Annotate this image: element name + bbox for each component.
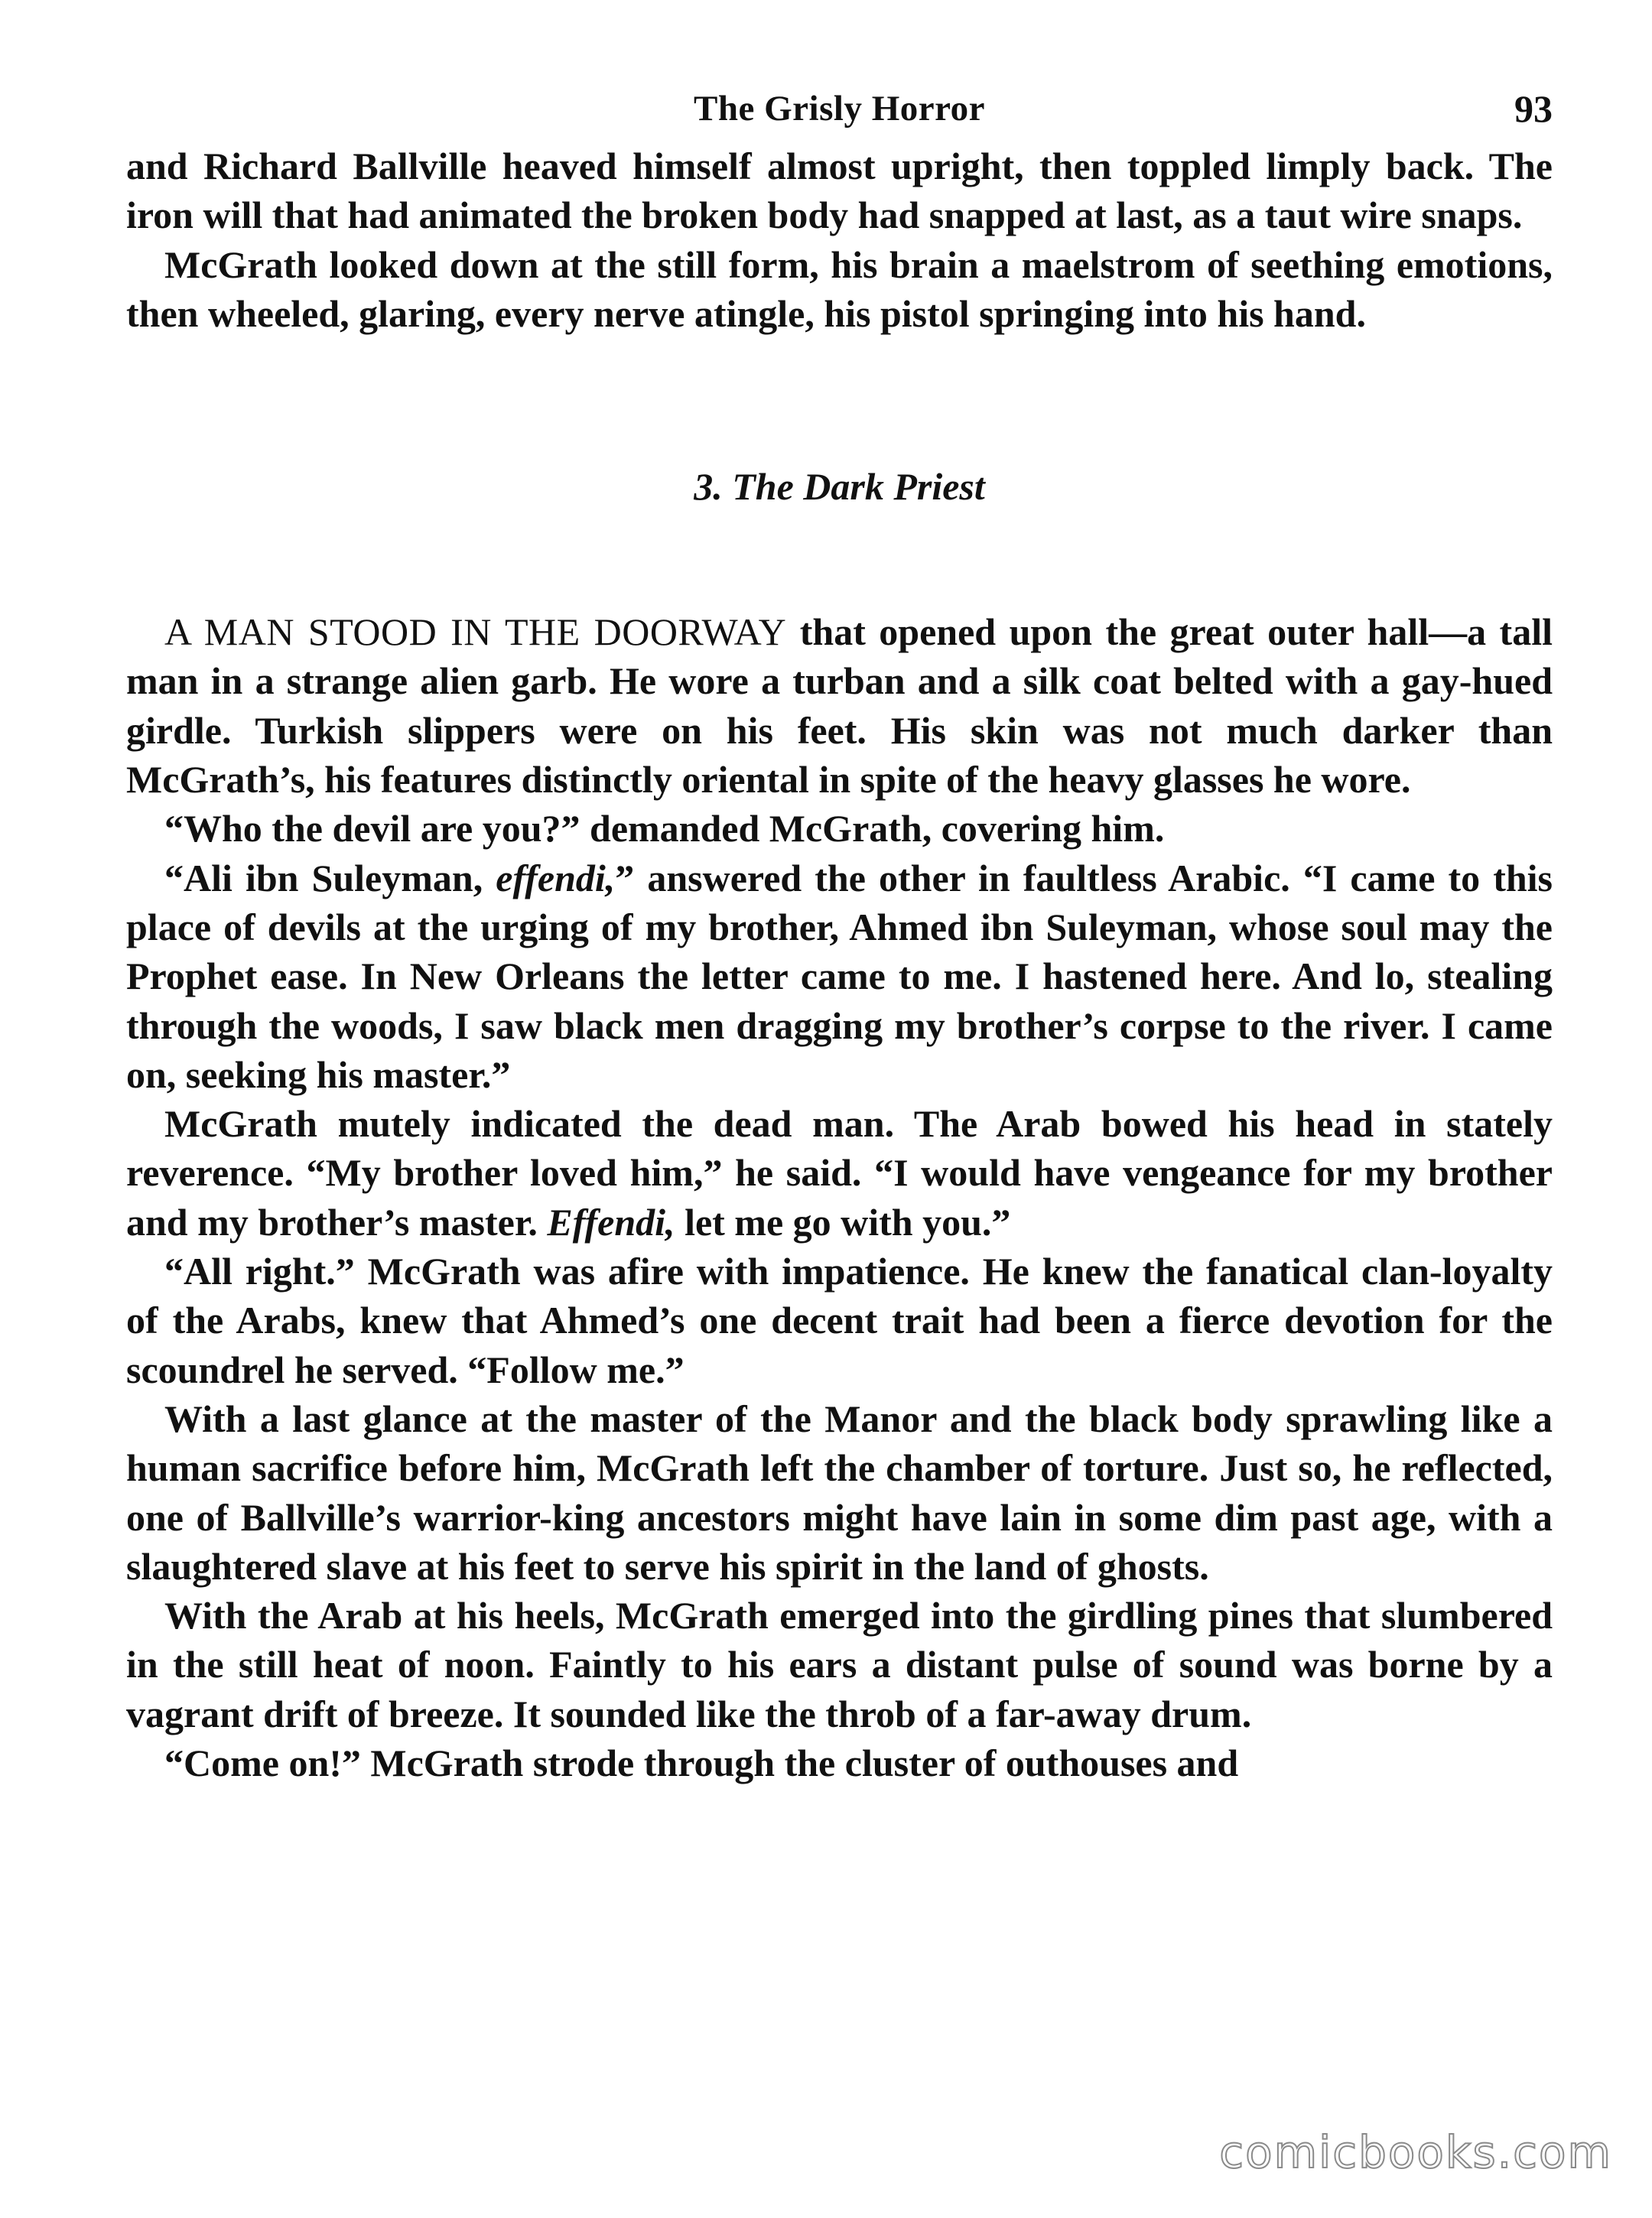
running-head-title: The Grisly Horror <box>694 89 985 128</box>
narrative-text: let me go with you.” <box>675 1200 1011 1244</box>
paragraph-last-glance: With a last glance at the master of the Manor and the black body sprawling like a human sacrifice before him, McGrath left the chamber of torture. Just so, he reflected, one of Ballville’s warrior-king ancestors might have lain in some dim past age, with a slaughtered slave at his feet to serve his spirit in the land of ghosts. <box>126 1397 1553 1588</box>
opening-small-caps: A MAN STOOD IN THE DOORWAY <box>164 610 787 654</box>
page-number: 93 <box>1514 87 1553 130</box>
watermark: comicbooks.com <box>1219 2126 1612 2178</box>
narrative-text: McGrath mutely indicated the dead man. The Arab bowed his head in stately reverence. “My brother loved him,” he said. “I would have vengeance for my brother and my brother’s master. <box>126 1102 1553 1244</box>
italic-word: effendi, <box>496 856 616 899</box>
opening-text: that opened upon the great outer hall—a tall man in a strange alien garb. He wore a turban and a silk coat belted with a gay-hued girdle. Turkish slippers were on his feet. His skin was not much darker than McGrath’s, his features distinctly oriental in spite of the heavy glasses he wore. <box>126 610 1553 802</box>
paragraph-arab-bows <box>126 1099 1553 1247</box>
paragraph-come-on: “Come on!” McGrath strode through the cluster of outhouses and <box>164 1742 1239 1785</box>
dialogue-text: “Ali ibn Suleyman, <box>164 856 496 899</box>
paragraph-mcgrath-wheels: McGrath looked down at the still form, his brain a maelstrom of seething emotions, then wheeled, glaring, every nerve atingle, his pistol springing into his hand. <box>126 242 1553 335</box>
paragraph-arab-at-heels: With the Arab at his heels, McGrath emerged into the girdling pines that slumbered in the still heat of noon. Faintly to his ears a distant pulse of sound was borne by a vagrant drift of breeze. It sounded like the throb of a far-away drum. <box>126 1594 1553 1735</box>
dialogue-text: ” answered the other in faultless Arabic. “I came to this place of devils at the urging of my brother, Ahmed ibn Suleyman, whose soul may the Prophet ease. In New Orleans the letter came to me. I hastened here. And lo, stealing through the woods, I saw black men dragging my brother’s corpse to the river. I came on, seeking his master.” <box>126 856 1553 1096</box>
section-heading: 3. The Dark Priest <box>694 465 985 509</box>
paragraph-ali-ibn-suleyman <box>126 854 1553 1099</box>
running-head <box>126 80 1553 141</box>
paragraph-continuation: and Richard Ballville heaved himself almost upright, then toppled limply back. The iron will that had animated the broken body had snapped at last, as a taut wire snaps. <box>126 145 1553 237</box>
paragraph-all-right: “All right.” McGrath was afire with impatience. He knew the fanatical clan-loyalty of the Arabs, knew that Ahmed’s one decent trait had been a fierce devotion for the scoundrel he served. “Follow me.” <box>126 1250 1553 1391</box>
paragraph-who-are-you: “Who the devil are you?” demanded McGrath, covering him. <box>164 807 1165 850</box>
italic-word: Effendi, <box>547 1200 675 1244</box>
section-opening-paragraph <box>126 607 1553 804</box>
book-page <box>126 80 1553 1787</box>
